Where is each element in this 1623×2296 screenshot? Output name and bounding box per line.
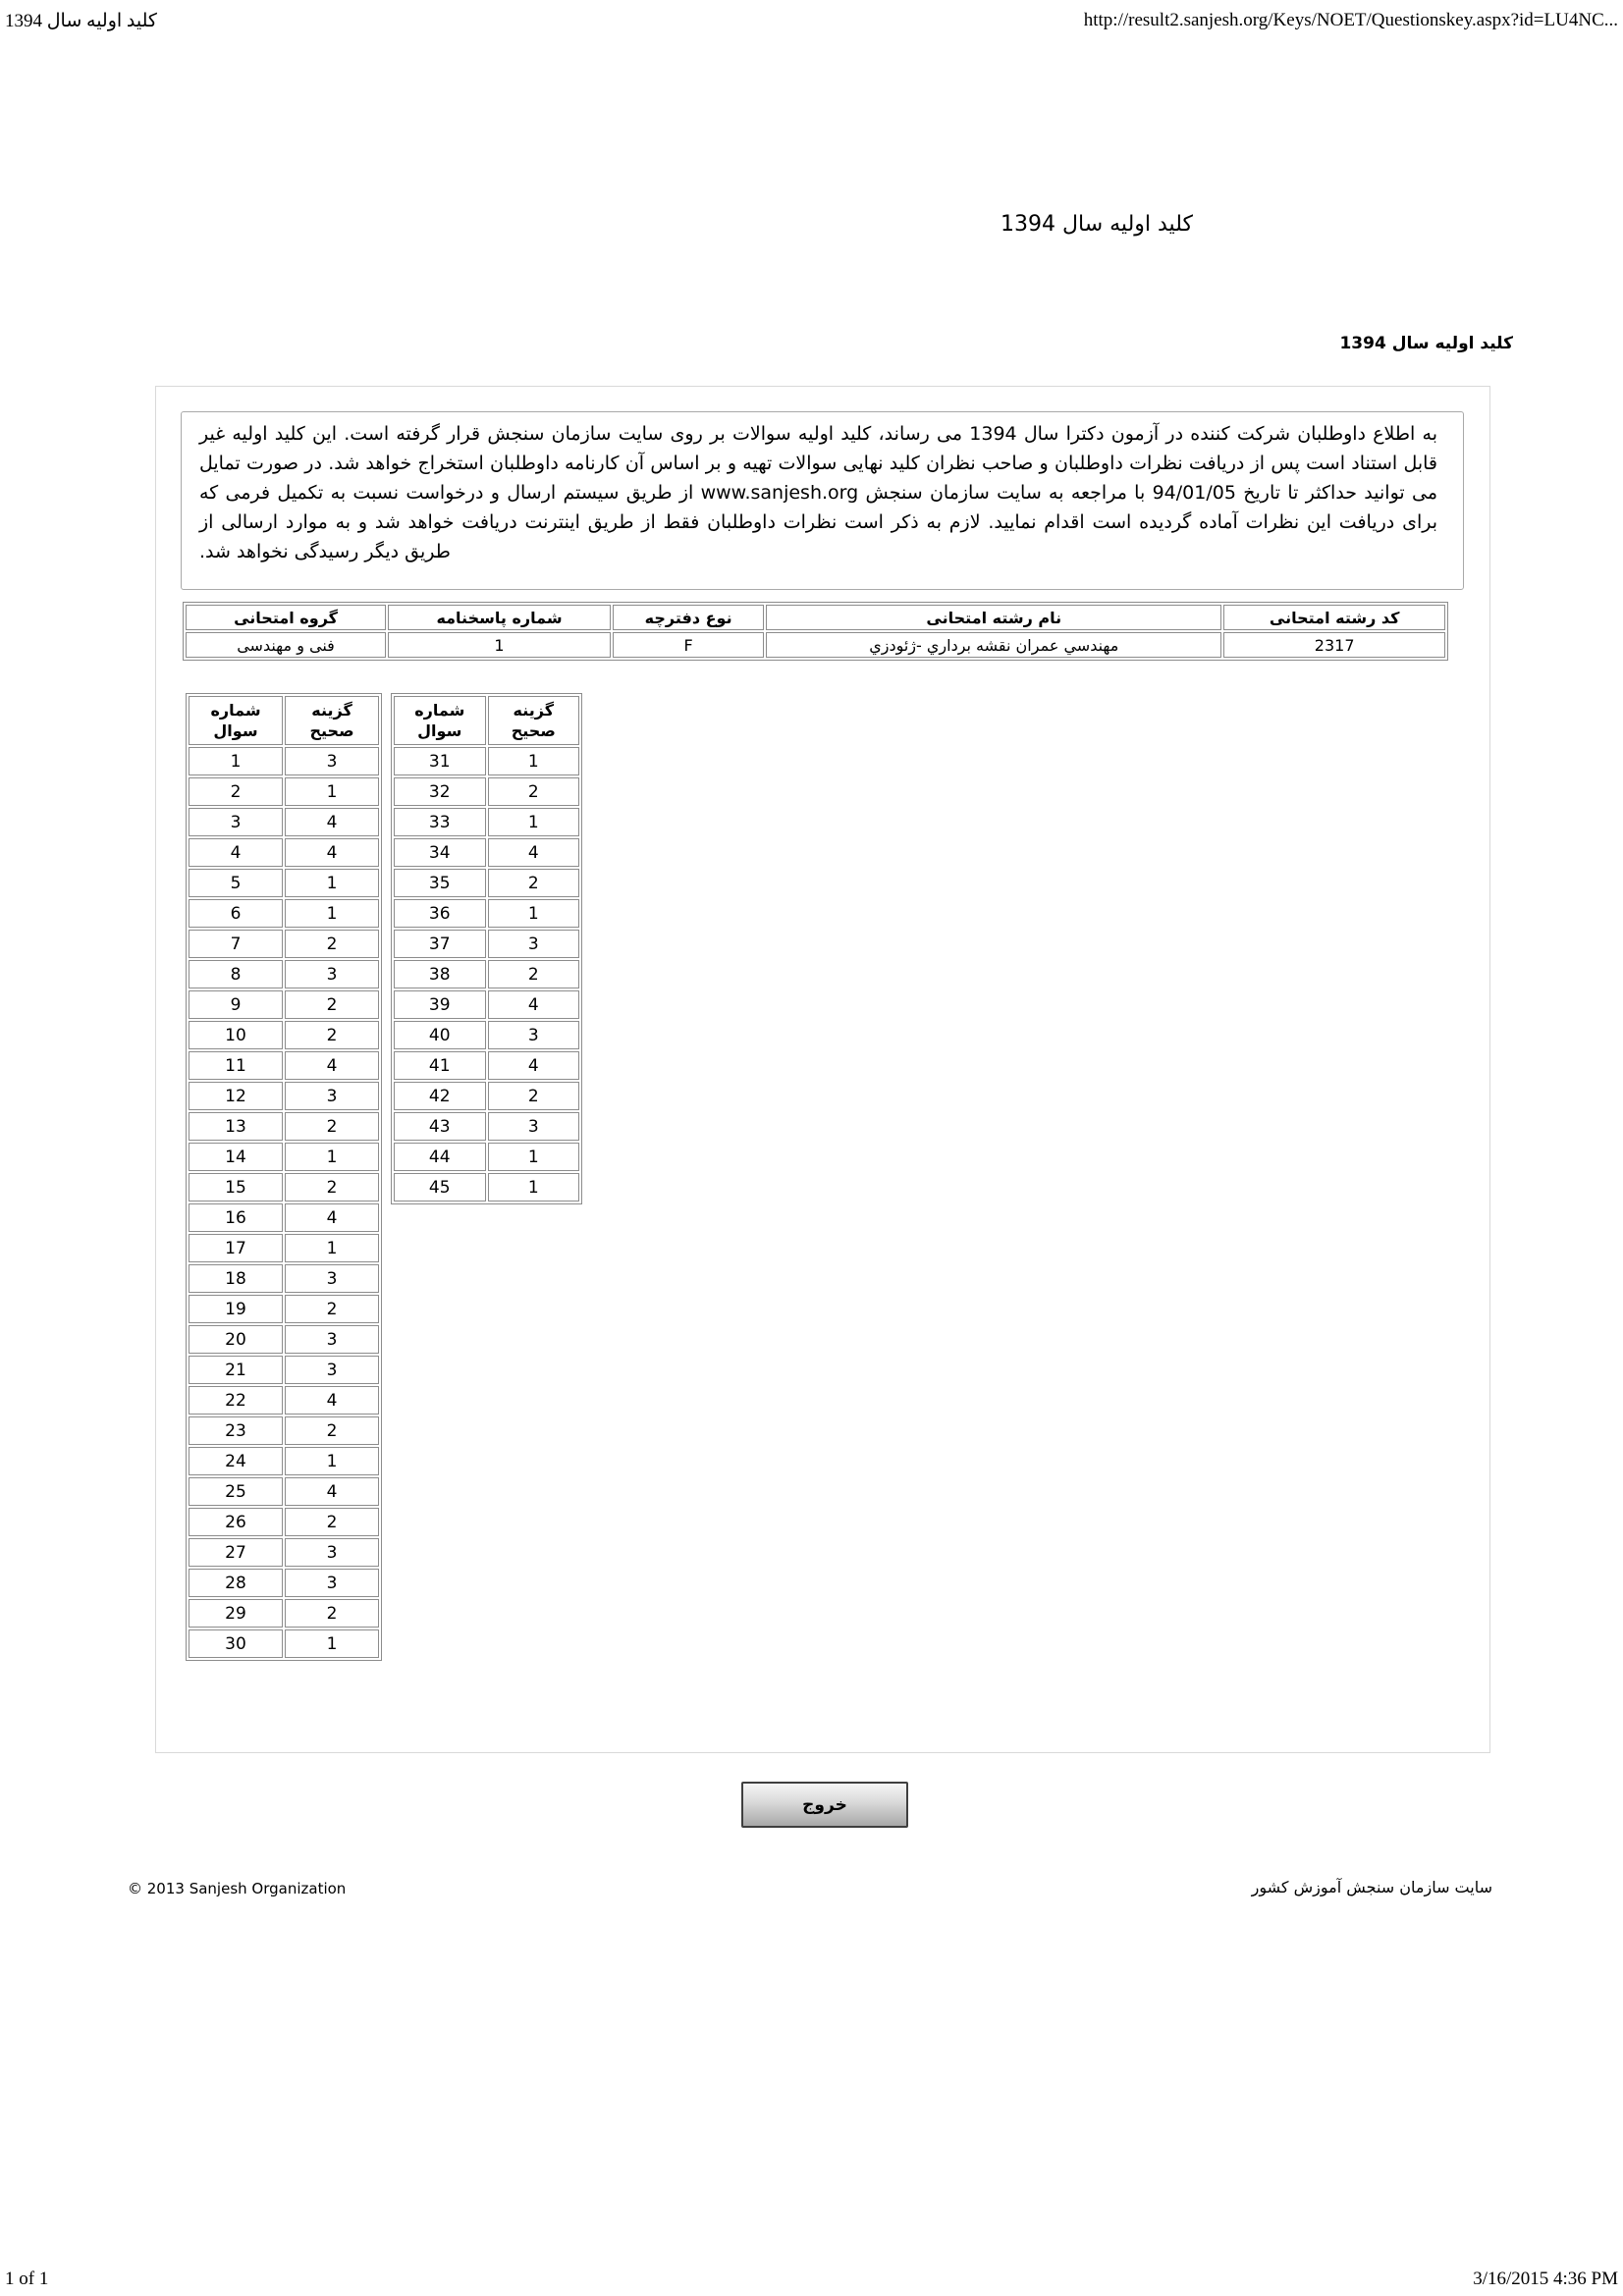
correct-option: 2	[285, 930, 379, 958]
correct-option: 3	[488, 930, 580, 958]
answer-row	[394, 1173, 579, 1201]
question-number: 26	[189, 1508, 283, 1536]
question-number: 5	[189, 869, 283, 897]
question-number: 1	[189, 747, 283, 775]
question-number: 2	[189, 777, 283, 806]
answer-header-row	[394, 696, 579, 745]
correct-option: 2	[285, 990, 379, 1019]
question-number: 34	[394, 838, 486, 867]
question-number: 22	[189, 1386, 283, 1415]
header-booklet-type: نوع دفترچه	[613, 605, 764, 630]
question-number: 30	[189, 1629, 283, 1658]
question-number: 27	[189, 1538, 283, 1567]
correct-option: 2	[285, 1173, 379, 1201]
question-number: 4	[189, 838, 283, 867]
question-number: 39	[394, 990, 486, 1019]
correct-option: 1	[285, 869, 379, 897]
answer-row	[189, 1295, 379, 1323]
answer-row	[189, 747, 379, 775]
question-number: 43	[394, 1112, 486, 1141]
answer-row	[189, 1569, 379, 1597]
answer-row	[394, 990, 579, 1019]
answer-row	[394, 1082, 579, 1110]
page-title: کلید اولیه سال 1394	[1001, 212, 1193, 237]
exam-group-value: فنی و مهندسی	[186, 632, 386, 658]
answer-row	[394, 869, 579, 897]
answer-key-table-2	[391, 693, 582, 1204]
booklet-type-value: F	[613, 632, 764, 658]
correct-option: 4	[285, 1477, 379, 1506]
correct-option: 2	[285, 1021, 379, 1049]
correct-option: 1	[488, 899, 580, 928]
question-number: 21	[189, 1356, 283, 1384]
correct-option: 3	[488, 1112, 580, 1141]
exam-info-data-row	[186, 632, 1445, 658]
answer-row	[189, 869, 379, 897]
header-question-number: شماره سوال	[189, 696, 283, 745]
correct-option: 4	[488, 990, 580, 1019]
answer-row	[189, 1203, 379, 1232]
question-number: 13	[189, 1112, 283, 1141]
answer-row	[394, 777, 579, 806]
answer-row	[394, 747, 579, 775]
answer-row	[189, 1447, 379, 1475]
answer-row	[394, 899, 579, 928]
answer-row	[189, 1386, 379, 1415]
question-number: 11	[189, 1051, 283, 1080]
header-major-name: نام رشته امتحانی	[766, 605, 1221, 630]
question-number: 37	[394, 930, 486, 958]
exam-info-table	[183, 602, 1448, 661]
answer-row	[394, 838, 579, 867]
header-answer-sheet-no: شماره پاسخنامه	[388, 605, 611, 630]
notice-paragraph: به اطلاع داوطلبان شرکت کننده در آزمون دکترا سال 1394 می رساند، کلید اولیه سوالات بر روی سایت سازمان سنجش قرار گرفته است. این کلید اولیه غیر قابل استناد است پس از دریافت نظرات داوطلبان و صاحب نظران کلید نهایی سوالات تهیه و بر اساس آن کارنامه داوطلبان استخراج خواهد شد. در صورت تمایل می توانید حداکثر تا تاریخ 94/01/05 با مراجعه به سایت سازمان سنجش www.sanjesh.org از طریق سیستم ارسال و درخواست نسبت به تکمیل فرمی که برای دریافت این نظرات آماده گردیده است اقدام نمایید. لازم به ذکر است نظرات داوطلبان فقط از طریق اینترنت دریافت خواهد شد و به موارد ارسالی از طریق دیگر رسیدگی نخواهد شد.	[181, 411, 1464, 590]
question-number: 32	[394, 777, 486, 806]
header-question-number: شماره سوال	[394, 696, 486, 745]
answer-row	[189, 1173, 379, 1201]
answer-header-row	[189, 696, 379, 745]
correct-option: 1	[285, 777, 379, 806]
correct-option: 2	[285, 1295, 379, 1323]
question-number: 42	[394, 1082, 486, 1110]
answer-row	[189, 1264, 379, 1293]
correct-option: 2	[488, 777, 580, 806]
print-header-title: کلید اولیه سال 1394	[5, 11, 157, 31]
correct-option: 3	[285, 1325, 379, 1354]
answer-row	[189, 838, 379, 867]
question-number: 33	[394, 808, 486, 836]
question-number: 18	[189, 1264, 283, 1293]
page-subtitle: کلید اولیه سال 1394	[1339, 334, 1513, 353]
answer-row	[189, 1599, 379, 1628]
header-correct-option: گزینه صحیح	[488, 696, 580, 745]
correct-option: 3	[285, 1264, 379, 1293]
answer-row	[189, 1143, 379, 1171]
answer-row	[394, 1112, 579, 1141]
answer-row	[189, 930, 379, 958]
exam-code-value: 2317	[1223, 632, 1445, 658]
answer-row	[189, 1629, 379, 1658]
question-number: 19	[189, 1295, 283, 1323]
print-header-url: http://result2.sanjesh.org/Keys/NOET/Questionskey.aspx?id=LU4NC...	[1083, 10, 1618, 30]
correct-option: 1	[285, 1234, 379, 1262]
correct-option: 1	[488, 1143, 580, 1171]
answer-row	[189, 777, 379, 806]
answer-row	[189, 1325, 379, 1354]
answer-row	[394, 808, 579, 836]
question-number: 29	[189, 1599, 283, 1628]
question-number: 7	[189, 930, 283, 958]
site-name-text: سایت سازمان سنجش آموزش کشور	[1251, 1878, 1492, 1896]
correct-option: 1	[285, 1447, 379, 1475]
answer-row	[189, 1416, 379, 1445]
question-number: 12	[189, 1082, 283, 1110]
correct-option: 2	[488, 1082, 580, 1110]
answer-sheet-no-value: 1	[388, 632, 611, 658]
question-number: 35	[394, 869, 486, 897]
answer-row	[394, 960, 579, 988]
answer-row	[189, 1082, 379, 1110]
correct-option: 3	[285, 1538, 379, 1567]
answer-row	[189, 1112, 379, 1141]
answer-row	[394, 1021, 579, 1049]
correct-option: 3	[285, 960, 379, 988]
question-number: 36	[394, 899, 486, 928]
correct-option: 3	[285, 1356, 379, 1384]
question-number: 20	[189, 1325, 283, 1354]
correct-option: 4	[488, 838, 580, 867]
question-number: 45	[394, 1173, 486, 1201]
question-number: 17	[189, 1234, 283, 1262]
correct-option: 2	[285, 1112, 379, 1141]
question-number: 9	[189, 990, 283, 1019]
question-number: 41	[394, 1051, 486, 1080]
answer-row	[189, 808, 379, 836]
major-name-value: مهندسي عمران نقشه برداري -ژئودزي	[766, 632, 1221, 658]
content-panel	[155, 386, 1490, 1753]
print-footer-timestamp: 3/16/2015 4:36 PM	[1473, 2269, 1618, 2289]
question-number: 14	[189, 1143, 283, 1171]
correct-option: 2	[285, 1599, 379, 1628]
question-number: 3	[189, 808, 283, 836]
question-number: 24	[189, 1447, 283, 1475]
correct-option: 3	[488, 1021, 580, 1049]
correct-option: 1	[285, 899, 379, 928]
answer-row	[189, 1508, 379, 1536]
correct-option: 1	[285, 1143, 379, 1171]
answer-row	[394, 1051, 579, 1080]
correct-option: 1	[488, 747, 580, 775]
question-number: 28	[189, 1569, 283, 1597]
answer-row	[189, 960, 379, 988]
answer-row	[189, 1234, 379, 1262]
correct-option: 1	[488, 808, 580, 836]
correct-option: 2	[488, 960, 580, 988]
correct-option: 4	[285, 1386, 379, 1415]
header-correct-option: گزینه صحیح	[285, 696, 379, 745]
answer-row	[189, 1477, 379, 1506]
correct-option: 1	[285, 1629, 379, 1658]
question-number: 25	[189, 1477, 283, 1506]
answer-row	[189, 899, 379, 928]
correct-option: 3	[285, 747, 379, 775]
question-number: 6	[189, 899, 283, 928]
question-number: 23	[189, 1416, 283, 1445]
correct-option: 4	[285, 1051, 379, 1080]
question-number: 16	[189, 1203, 283, 1232]
question-number: 15	[189, 1173, 283, 1201]
header-exam-group: گروه امتحانی	[186, 605, 386, 630]
question-number: 10	[189, 1021, 283, 1049]
header-exam-code: کد رشته امتحانی	[1223, 605, 1445, 630]
correct-option: 2	[488, 869, 580, 897]
correct-option: 3	[285, 1569, 379, 1597]
question-number: 40	[394, 1021, 486, 1049]
question-number: 38	[394, 960, 486, 988]
question-number: 31	[394, 747, 486, 775]
correct-option: 2	[285, 1508, 379, 1536]
answer-row	[189, 990, 379, 1019]
correct-option: 4	[285, 1203, 379, 1232]
exit-button[interactable]: خروج	[741, 1782, 908, 1828]
answer-row	[394, 1143, 579, 1171]
answer-row	[394, 930, 579, 958]
exam-info-header-row	[186, 605, 1445, 630]
answer-row	[189, 1356, 379, 1384]
answer-key-table-1	[186, 693, 382, 1661]
copyright-text: © 2013 Sanjesh Organization	[128, 1880, 347, 1897]
answer-row	[189, 1538, 379, 1567]
correct-option: 3	[285, 1082, 379, 1110]
print-footer-page-indicator: 1 of 1	[5, 2269, 49, 2289]
answer-row	[189, 1051, 379, 1080]
correct-option: 4	[488, 1051, 580, 1080]
correct-option: 4	[285, 808, 379, 836]
correct-option: 2	[285, 1416, 379, 1445]
correct-option: 4	[285, 838, 379, 867]
question-number: 8	[189, 960, 283, 988]
correct-option: 1	[488, 1173, 580, 1201]
answer-row	[189, 1021, 379, 1049]
question-number: 44	[394, 1143, 486, 1171]
